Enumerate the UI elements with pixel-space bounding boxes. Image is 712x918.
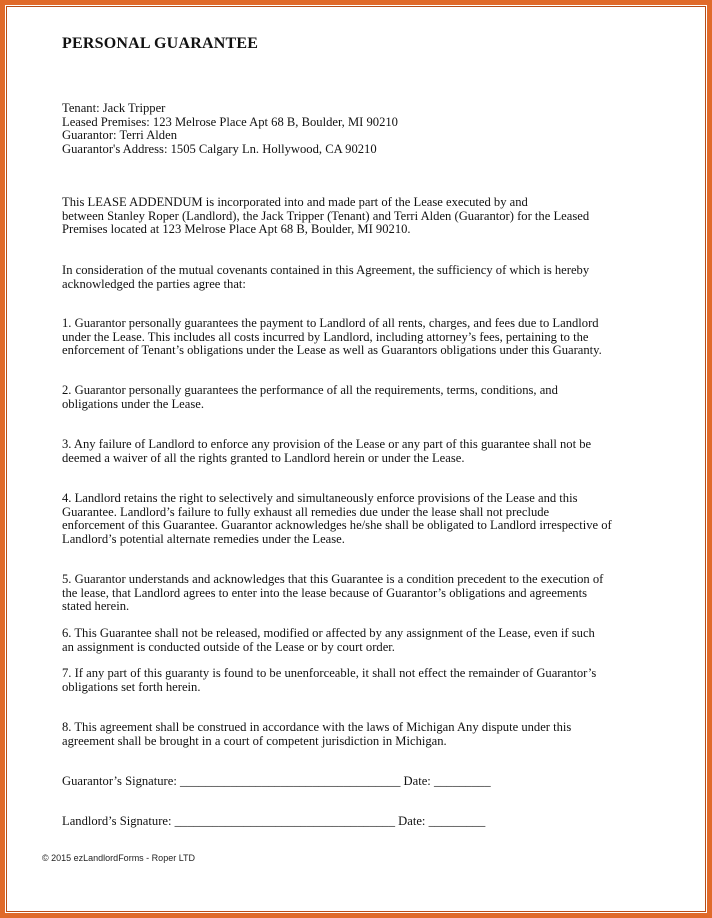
clause-line: agreement shall be brought in a court of competent jurisdiction in Michigan. bbox=[62, 733, 447, 748]
guarantor-signature-row[interactable]: Guarantor’s Signature: ___________________________________ Date: _________ bbox=[62, 774, 491, 788]
clause-8 bbox=[62, 721, 682, 748]
intro-line: Premises located at 123 Melrose Place Apt 68 B, Boulder, MI 90210. bbox=[62, 222, 411, 237]
clause-line: Guarantee. Landlord’s failure to fully exhaust all remedies due under the lease shall not preclude bbox=[62, 504, 550, 519]
clause-line: 2. Guarantor personally guarantees the performance of all the requirements, terms, conditions, and bbox=[62, 383, 558, 397]
clause-line: stated herein. bbox=[62, 599, 130, 614]
clause-6 bbox=[62, 627, 682, 654]
tenant-line: Tenant: Jack Tripper bbox=[62, 101, 166, 115]
clause-4 bbox=[62, 492, 682, 546]
clause-line: an assignment is conducted outside of the Lease or by court order. bbox=[62, 639, 395, 654]
clause-line: deemed a waiver of all the rights granted to Landlord herein or under the Lease. bbox=[62, 450, 465, 465]
clause-3 bbox=[62, 438, 682, 465]
clause-line: under the Lease. This includes all costs incurred by Landlord, including attorney’s fees, pertaining to the bbox=[62, 329, 589, 344]
premises-line: Leased Premises: 123 Melrose Place Apt 68 B, Boulder, MI 90210 bbox=[62, 114, 398, 129]
document-page bbox=[8, 8, 704, 910]
clause-line: enforcement of this Guarantee. Guarantor acknowledges he/she shall be obligated to Landlord irrespective of bbox=[62, 518, 612, 533]
page-title: PERSONAL GUARANTEE bbox=[62, 35, 259, 52]
landlord-signature-row[interactable]: Landlord’s Signature: ___________________________________ Date: _________ bbox=[62, 814, 486, 828]
clause-line: the lease, that Landlord agrees to enter into the lease because of Guarantor’s obligations and agreements bbox=[62, 585, 588, 600]
consideration-line: In consideration of the mutual covenants contained in this Agreement, the sufficiency of which is hereby bbox=[62, 263, 590, 277]
consideration-paragraph bbox=[62, 264, 682, 291]
clause-line: 7. If any part of this guaranty is found to be unenforceable, it shall not effect the remainder of Guarantor’s bbox=[62, 666, 597, 680]
clause-1 bbox=[62, 317, 682, 358]
intro-paragraph bbox=[62, 196, 682, 237]
consideration-line: acknowledged the parties agree that: bbox=[62, 276, 246, 291]
clause-line: 5. Guarantor understands and acknowledges that this Guarantee is a condition precedent to the execution of bbox=[62, 572, 604, 586]
parties-block bbox=[62, 102, 682, 156]
clause-line: 3. Any failure of Landlord to enforce any provision of the Lease or any part of this guarantee shall not be bbox=[62, 437, 592, 451]
clause-7 bbox=[62, 667, 682, 694]
document-body bbox=[62, 34, 662, 828]
intro-line: This LEASE ADDENDUM is incorporated into and made part of the Lease executed by and bbox=[62, 195, 528, 209]
clause-line: 1. Guarantor personally guarantees the payment to Landlord of all rents, charges, and fees due to Landlord bbox=[62, 316, 599, 330]
clause-2 bbox=[62, 384, 682, 411]
guarantor-line: Guarantor: Terri Alden bbox=[62, 128, 177, 143]
clause-line: Landlord’s potential alternate remedies under the Lease. bbox=[62, 531, 345, 546]
clause-line: obligations set forth herein. bbox=[62, 679, 201, 694]
copyright-footer: © 2015 ezLandlordForms - Roper LTD bbox=[42, 853, 196, 863]
clause-line: 8. This agreement shall be construed in accordance with the laws of Michigan Any dispute under this bbox=[62, 720, 572, 734]
guarantor-address-line: Guarantor's Address: 1505 Calgary Ln. Hollywood, CA 90210 bbox=[62, 141, 377, 156]
clause-line: 6. This Guarantee shall not be released, modified or affected by any assignment of the Lease, even if such bbox=[62, 626, 595, 640]
intro-line: between Stanley Roper (Landlord), the Jack Tripper (Tenant) and Terri Alden (Guarantor) for the Leased bbox=[62, 208, 590, 223]
clause-line: enforcement of Tenant’s obligations under the Lease as well as Guarantors obligations under this Guaranty. bbox=[62, 343, 602, 358]
clause-line: 4. Landlord retains the right to selectively and simultaneously enforce provisions of the Lease and this bbox=[62, 491, 578, 505]
clause-5 bbox=[62, 573, 682, 614]
clause-line: obligations under the Lease. bbox=[62, 396, 204, 411]
